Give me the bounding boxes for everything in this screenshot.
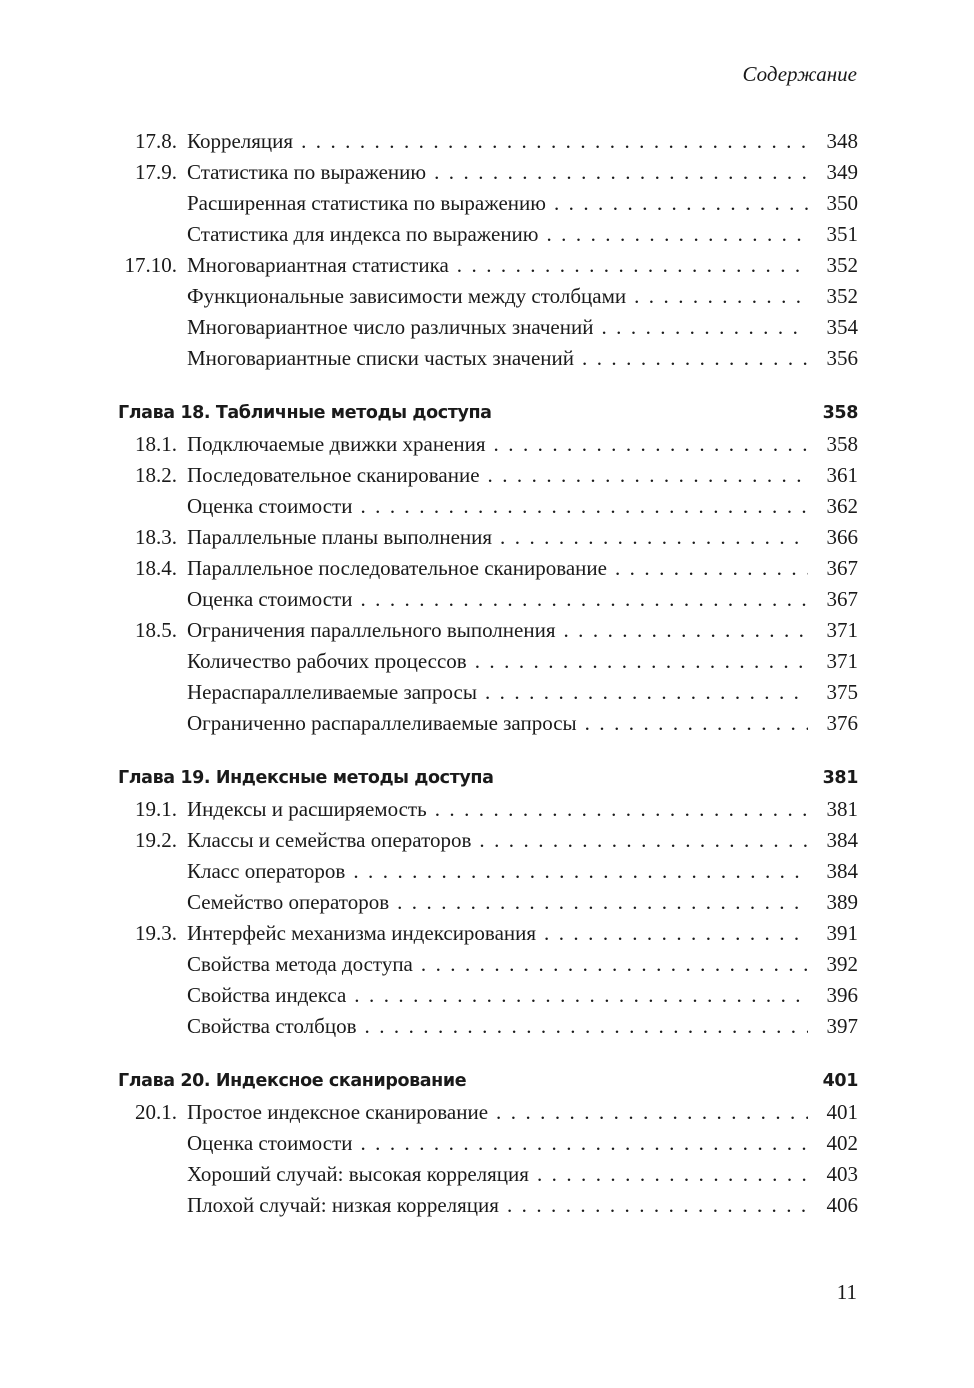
section-title: Многовариантное число различных значений (187, 312, 601, 343)
section-title: Расширенная статистика по выражению (187, 188, 554, 219)
toc-subentry[interactable] (118, 1159, 858, 1190)
page-number: 361 (826, 463, 858, 487)
dot-leader (544, 918, 808, 949)
section-title: Многовариантные списки частых значений (187, 343, 582, 374)
section-number: 17.8. (135, 129, 177, 153)
dot-leader (421, 949, 808, 980)
toc-subentry[interactable] (118, 1011, 858, 1042)
page-number: 350 (826, 191, 858, 215)
page-number: 376 (826, 711, 858, 735)
page-number: 371 (826, 649, 858, 673)
section-number: 18.2. (135, 463, 177, 487)
toc-subentry[interactable] (118, 219, 858, 250)
chapter-title: Глава 19. Индексные методы доступа (118, 768, 494, 788)
page-number: 371 (826, 618, 858, 642)
dot-leader (496, 1097, 808, 1128)
toc-subentry[interactable] (118, 584, 858, 615)
section-title: Параллельные планы выполнения (187, 522, 500, 553)
section-title: Оценка стоимости (187, 491, 360, 522)
section-number: 18.3. (135, 525, 177, 549)
toc-entry[interactable] (118, 918, 858, 949)
section-title: Интерфейс механизма индексирования (187, 918, 544, 949)
dot-leader (353, 856, 808, 887)
toc-subentry[interactable] (118, 281, 858, 312)
page-number: 403 (826, 1162, 858, 1186)
section-title: Последовательное сканирование (187, 460, 488, 491)
page-number: 381 (826, 797, 858, 821)
dot-leader (601, 312, 808, 343)
section-number: 19.3. (135, 921, 177, 945)
section-title: Корреляция (187, 126, 301, 157)
page-number: 391 (826, 921, 858, 945)
toc-subentry[interactable] (118, 856, 858, 887)
toc-subentry[interactable] (118, 1128, 858, 1159)
chapter-heading[interactable] (118, 763, 858, 794)
page-number: 402 (826, 1131, 858, 1155)
section-title: Семейство операторов (187, 887, 397, 918)
page-number: 367 (826, 587, 858, 611)
dot-leader (360, 491, 808, 522)
toc-subentry[interactable] (118, 646, 858, 677)
dot-leader (494, 429, 808, 460)
toc-entry[interactable] (118, 1097, 858, 1128)
page-number: 396 (826, 983, 858, 1007)
dot-leader (488, 460, 808, 491)
toc-entry[interactable] (118, 157, 858, 188)
dot-leader (434, 157, 808, 188)
toc-subentry[interactable] (118, 312, 858, 343)
page-number: 349 (826, 160, 858, 184)
chapter-title: Глава 20. Индексное сканирование (118, 1071, 467, 1091)
toc-subentry[interactable] (118, 708, 858, 739)
section-title: Свойства индекса (187, 980, 354, 1011)
page-number: 401 (826, 1100, 858, 1124)
toc-entry[interactable] (118, 429, 858, 460)
section-number: 17.9. (135, 160, 177, 184)
dot-leader (615, 553, 808, 584)
dot-leader (301, 126, 808, 157)
section-title: Простое индексное сканирование (187, 1097, 496, 1128)
dot-leader (582, 343, 808, 374)
page-number: 358 (826, 432, 858, 456)
dot-leader (563, 615, 808, 646)
page-number: 352 (826, 253, 858, 277)
chapter-page-number: 358 (822, 403, 858, 423)
toc-entry[interactable] (118, 250, 858, 281)
toc-entry[interactable] (118, 126, 858, 157)
section-title: Многовариантная статистика (187, 250, 457, 281)
dot-leader (397, 887, 808, 918)
section-title: Оценка стоимости (187, 584, 360, 615)
table-of-contents (118, 126, 858, 1221)
chapter-title: Глава 18. Табличные методы доступа (118, 403, 492, 423)
page-number: 367 (826, 556, 858, 580)
page-number: 356 (826, 346, 858, 370)
dot-leader (360, 1128, 808, 1159)
dot-leader (537, 1159, 808, 1190)
dot-leader (479, 825, 808, 856)
toc-entry[interactable] (118, 522, 858, 553)
section-title: Нераспараллеливаемые запросы (187, 677, 485, 708)
dot-leader (354, 980, 808, 1011)
page-number: 354 (826, 315, 858, 339)
section-title: Статистика по выражению (187, 157, 434, 188)
toc-subentry[interactable] (118, 491, 858, 522)
section-title: Функциональные зависимости между столбцами (187, 281, 634, 312)
page-folio: 11 (836, 1280, 857, 1304)
dot-leader (554, 188, 808, 219)
dot-leader (365, 1011, 809, 1042)
page-number: 366 (826, 525, 858, 549)
chapter-page-number: 401 (822, 1071, 858, 1091)
chapter-page-number: 381 (822, 768, 858, 788)
section-title: Ограничения параллельного выполнения (187, 615, 563, 646)
toc-subentry[interactable] (118, 980, 858, 1011)
section-number: 20.1. (135, 1100, 177, 1124)
page-number: 352 (826, 284, 858, 308)
page-number: 362 (826, 494, 858, 518)
dot-leader (546, 219, 808, 250)
chapter-heading[interactable] (118, 1066, 858, 1097)
section-title: Ограниченно распараллеливаемые запросы (187, 708, 585, 739)
section-number: 18.1. (135, 432, 177, 456)
dot-leader (475, 646, 808, 677)
toc-subentry[interactable] (118, 343, 858, 374)
dot-leader (485, 677, 808, 708)
section-number: 19.1. (135, 797, 177, 821)
dot-leader (457, 250, 808, 281)
dot-leader (634, 281, 808, 312)
toc-entry[interactable] (118, 794, 858, 825)
toc-entry[interactable] (118, 460, 858, 491)
page-number: 375 (826, 680, 858, 704)
section-number: 17.10. (124, 253, 177, 277)
section-title: Свойства метода доступа (187, 949, 421, 980)
page-number: 406 (826, 1193, 858, 1217)
page-number: 397 (826, 1014, 858, 1038)
section-number: 18.5. (135, 618, 177, 642)
toc-subentry[interactable] (118, 188, 858, 219)
toc-subentry[interactable] (118, 1190, 858, 1221)
section-title: Свойства столбцов (187, 1011, 365, 1042)
dot-leader (500, 522, 808, 553)
section-title: Хороший случай: высокая корреляция (187, 1159, 537, 1190)
section-title: Оценка стоимости (187, 1128, 360, 1159)
section-title: Статистика для индекса по выражению (187, 219, 546, 250)
section-number: 19.2. (135, 828, 177, 852)
page-number: 348 (826, 129, 858, 153)
section-title: Количество рабочих процессов (187, 646, 475, 677)
page-number: 384 (826, 828, 858, 852)
toc-entry[interactable] (118, 615, 858, 646)
page-number: 389 (826, 890, 858, 914)
section-title: Классы и семейства операторов (187, 825, 479, 856)
toc-entry[interactable] (118, 825, 858, 856)
page-number: 384 (826, 859, 858, 883)
section-title: Параллельное последовательное сканирование (187, 553, 615, 584)
toc-subentry[interactable] (118, 949, 858, 980)
dot-leader (585, 708, 808, 739)
page-number: 392 (826, 952, 858, 976)
dot-leader (507, 1190, 808, 1221)
section-number: 18.4. (135, 556, 177, 580)
toc-subentry[interactable] (118, 677, 858, 708)
section-title: Индексы и расширяемость (187, 794, 435, 825)
running-head: Содержание (742, 62, 857, 86)
toc-entry[interactable] (118, 553, 858, 584)
section-title: Плохой случай: низкая корреляция (187, 1190, 507, 1221)
dot-leader (360, 584, 808, 615)
section-title: Подключаемые движки хранения (187, 429, 494, 460)
section-title: Класс операторов (187, 856, 353, 887)
toc-subentry[interactable] (118, 887, 858, 918)
page-number: 351 (826, 222, 858, 246)
chapter-heading[interactable] (118, 398, 858, 429)
dot-leader (435, 794, 808, 825)
